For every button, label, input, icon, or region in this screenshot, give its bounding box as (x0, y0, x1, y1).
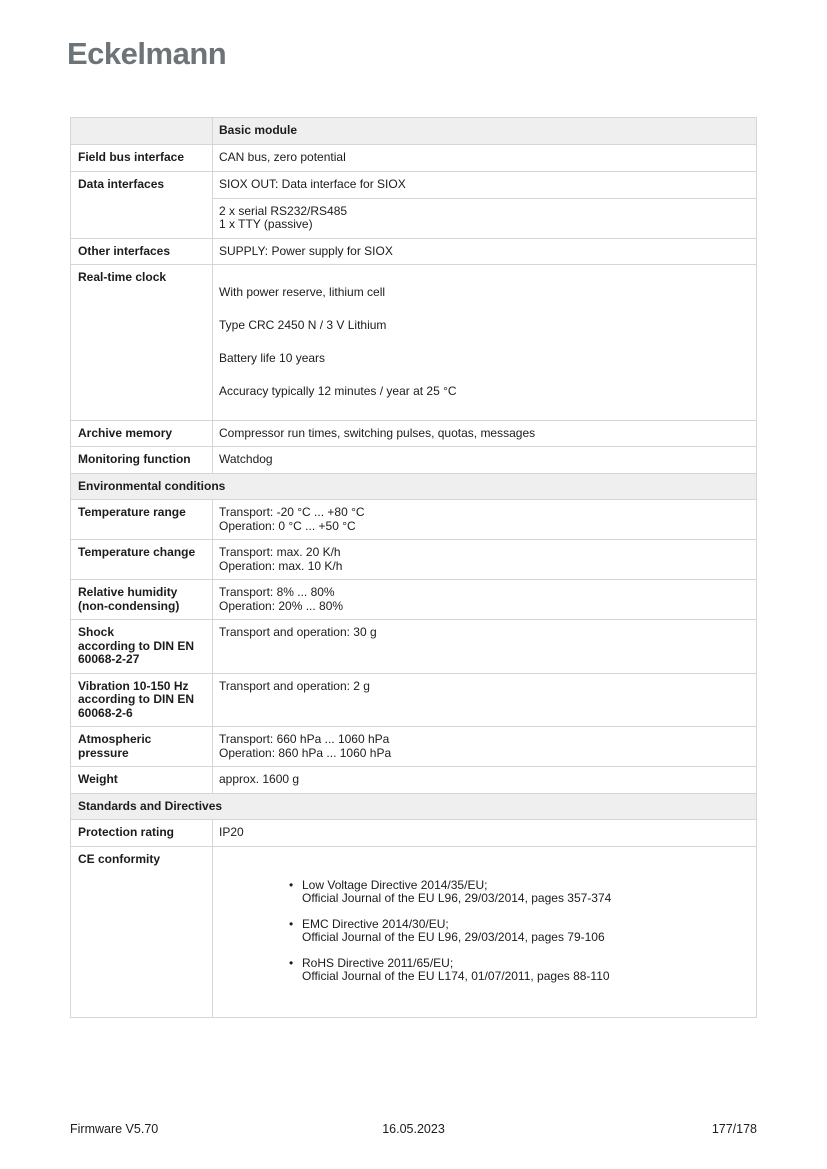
footer-firmware-version: Firmware V5.70 (70, 1122, 159, 1136)
row-label: Relative humidity (non-condensing) (78, 585, 180, 613)
table-row-relative-humidity (71, 579, 756, 619)
row-value-stack (212, 172, 756, 238)
row-value: CAN bus, zero potential (212, 145, 756, 171)
row-label: Temperature range (78, 505, 186, 519)
table-row-real-time-clock (71, 264, 756, 420)
header-empty-cell (71, 118, 212, 144)
value-line: Battery life 10 years (219, 350, 326, 365)
row-label: Atmospheric pressure (78, 732, 152, 760)
section-title: Environmental conditions (78, 478, 226, 493)
ce-directive-list (219, 866, 746, 996)
table-row-protection-rating (71, 819, 756, 846)
value-line: Type CRC 2450 N / 3 V Lithium (219, 317, 387, 332)
row-label: Weight (78, 772, 118, 786)
page-footer (70, 1122, 757, 1136)
row-value: Compressor run times, switching pulses, quotas, messages (212, 421, 756, 447)
row-value: IP20 (212, 820, 756, 846)
table-row-temperature-change (71, 539, 756, 579)
section-title: Standards and Directives (78, 798, 223, 813)
ce-directive-item: • Low Voltage Directive 2014/35/EU; Official Journal of the EU L96, 29/03/2014, pages 357-374 (289, 879, 746, 905)
row-value: SIOX OUT: Data interface for SIOX (219, 176, 406, 191)
row-value: Transport: 660 hPa ... 1060 hPa Operation: 860 hPa ... 1060 hPa (212, 727, 756, 766)
table-header-row (71, 118, 756, 144)
row-label: CE conformity (78, 851, 161, 866)
row-label: Field bus interface (78, 150, 185, 164)
row-value: Transport and operation: 30 g (212, 620, 756, 673)
row-value: Transport: 8% ... 80% Operation: 20% ... 80% (212, 580, 756, 619)
footer-date: 16.05.2023 (382, 1122, 445, 1136)
table-row-data-interfaces (71, 171, 756, 238)
row-label: Vibration 10-150 Hz according to DIN EN 60068-2-6 (78, 678, 195, 720)
section-header-standards-and-directives (71, 793, 756, 820)
table-row-monitoring-function (71, 446, 756, 473)
table-row-vibration (71, 673, 756, 727)
row-label: Archive memory (78, 425, 173, 440)
row-label: Real-time clock (78, 270, 167, 284)
table-row-temperature-range (71, 499, 756, 539)
row-value: 2 x serial RS232/RS485 1 x TTY (passive) (213, 198, 756, 238)
table-row-other-interfaces (71, 238, 756, 265)
row-label: Protection rating (78, 825, 175, 839)
row-label: Monitoring function (78, 452, 191, 466)
row-value: Transport: -20 °C ... +80 °C Operation: 0 °C ... +50 °C (212, 500, 756, 539)
row-label: Shock according to DIN EN 60068-2-27 (78, 625, 195, 666)
table-row-archive-memory (71, 420, 756, 447)
row-value: approx. 1600 g (212, 767, 756, 793)
spec-table (70, 117, 757, 1018)
row-value: Transport and operation: 2 g (212, 674, 756, 727)
eckelmann-logo: Eckelmann (67, 36, 227, 71)
row-value (212, 265, 756, 420)
table-row-shock (71, 619, 756, 673)
row-label: Data interfaces (78, 176, 165, 191)
section-header-environmental-conditions (71, 473, 756, 500)
value-line: Accuracy typically 12 minutes / year at 25 °C (219, 383, 457, 398)
ce-directive-item: • EMC Directive 2014/30/EU; Official Journal of the EU L96, 29/03/2014, pages 79-106 (289, 918, 746, 944)
column-header-basic-module: Basic module (212, 118, 756, 144)
value-line: With power reserve, lithium cell (219, 284, 386, 299)
row-label: Other interfaces (78, 243, 171, 258)
table-row-weight (71, 766, 756, 793)
row-value: SUPPLY: Power supply for SIOX (212, 239, 756, 265)
row-value: Watchdog (212, 447, 756, 473)
table-row-field-bus-interface (71, 144, 756, 171)
ce-directive-item: • RoHS Directive 2011/65/EU; Official Journal of the EU L174, 01/07/2011, pages 88-110 (289, 957, 746, 983)
row-label: Temperature change (78, 545, 196, 559)
table-row-atmospheric-pressure (71, 726, 756, 766)
table-row-ce-conformity (71, 846, 756, 1017)
row-value (212, 847, 756, 1017)
row-value: Transport: max. 20 K/h Operation: max. 10 K/h (212, 540, 756, 579)
footer-page-number: 177/178 (711, 1122, 757, 1136)
